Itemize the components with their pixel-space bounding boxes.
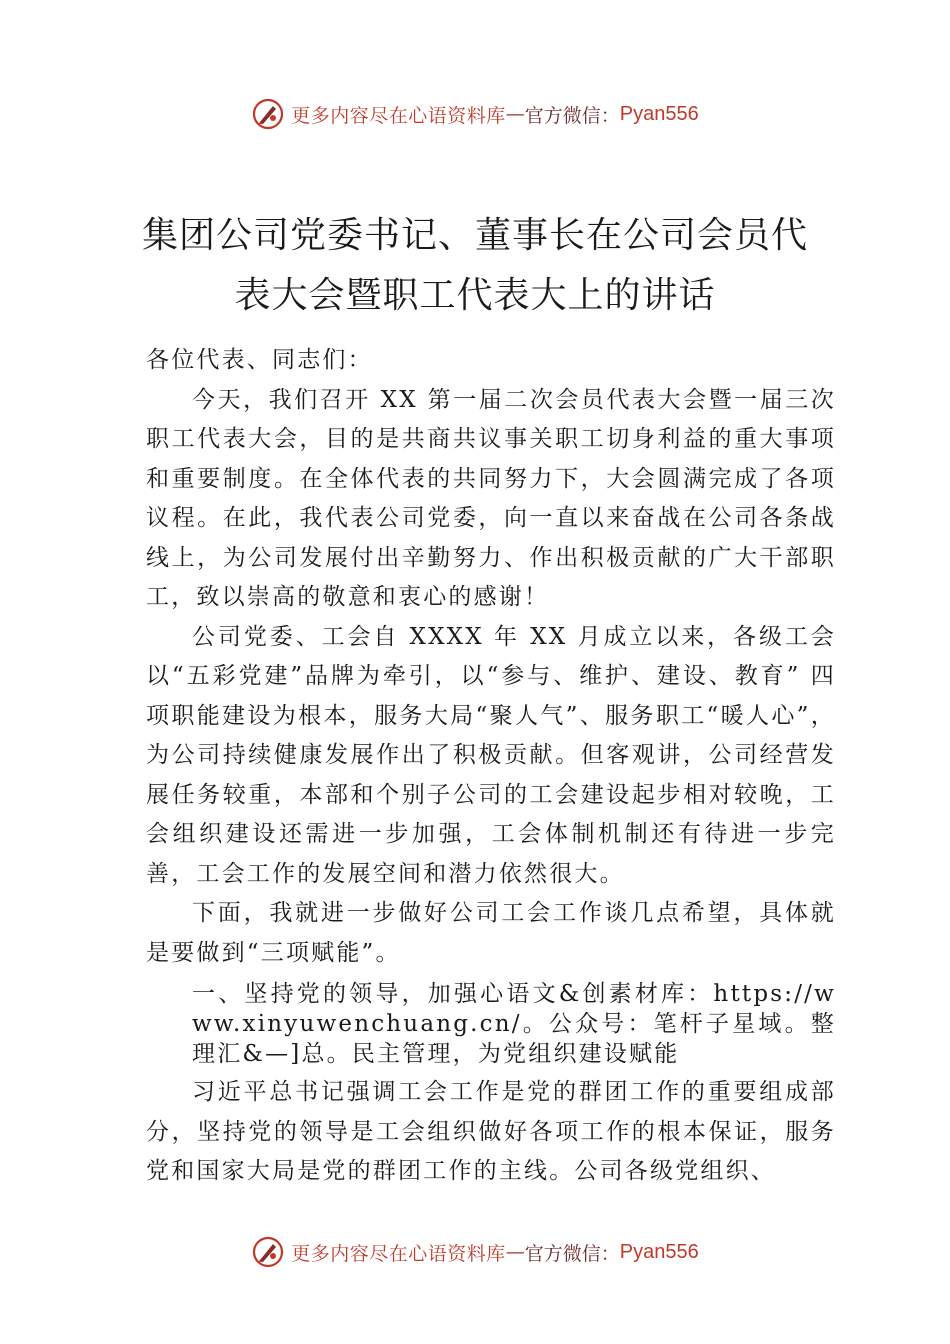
section-heading-1: 一、坚持党的领导，加强心语文&创素材库：https://www.xinyuwenchuang.cn/。公众号：笔杆子星域。整理汇&—]总。民主管理，为党组织建设赋能 bbox=[192, 981, 836, 1067]
body-paragraph-1: 今天，我们召开 XX 第一届二次会员代表大会暨一届三次职工代表大会，目的是共商共议事关职工切身利益的重大事项和重要制度。在全体代表的共同努力下，大会圆满完成了各项议程。在此，我代表公司党委，向一直以来奋战在公司各条战线上，为公司发展付出辛勤努力、作出积极贡献的广大干部职工，致以崇高的敬意和衷心的感谢！ bbox=[146, 386, 836, 610]
watermark-wechat-label: 官方微信： bbox=[524, 1242, 620, 1265]
watermark-wechat-label: 官方微信： bbox=[524, 104, 620, 127]
watermark-wechat-id: Pyan556 bbox=[619, 1240, 699, 1263]
document-body bbox=[146, 341, 836, 1192]
watermark-wechat-id: Pyan556 bbox=[619, 102, 699, 125]
document-title bbox=[0, 206, 950, 326]
title-line-2: 表大会暨职工代表大上的讲话 bbox=[234, 275, 716, 317]
greeting: 各位代表、同志们： bbox=[146, 347, 373, 373]
quill-pen-logo-icon bbox=[251, 97, 285, 131]
title-line-1: 集团公司党委书记、董事长在公司会员代 bbox=[141, 215, 808, 257]
body-paragraph-3: 下面，我就进一步做好公司工会工作谈几点希望，具体就是要做到“三项赋能”。 bbox=[146, 900, 836, 966]
watermark-separator: — bbox=[505, 103, 525, 125]
watermark-site-text: 更多内容尽在心语资料库 bbox=[291, 104, 506, 127]
watermark-site-text: 更多内容尽在心语资料库 bbox=[291, 1242, 506, 1265]
quill-pen-logo-icon bbox=[251, 1235, 285, 1269]
body-paragraph-2: 公司党委、工会自 XXXX 年 XX 月成立以来，各级工会以“五彩党建”品牌为牵引，以“参与、维护、建设、教育” 四项职能建设为根本，服务大局“聚人气”、服务职工“暖人心”，为公司持续健康发展作出了积极贡献。但客观讲，公司经营发展任务较重，本部和个别子公司的工会建设起步相对较晚，工会组织建设还需进一步加强，工会体制机制还有待进一步完善，工会工作的发展空间和潜力依然很大。 bbox=[146, 623, 836, 887]
top-watermark-banner bbox=[0, 94, 950, 134]
bottom-watermark-banner bbox=[0, 1232, 950, 1272]
watermark-separator: — bbox=[505, 1241, 525, 1263]
section-paragraph-1: 习近平总书记强调工会工作是党的群团工作的重要组成部分，坚持党的领导是工会组织做好各项工作的根本保证，服务党和国家大局是党的群团工作的主线。公司各级党组织、 bbox=[146, 1079, 836, 1184]
